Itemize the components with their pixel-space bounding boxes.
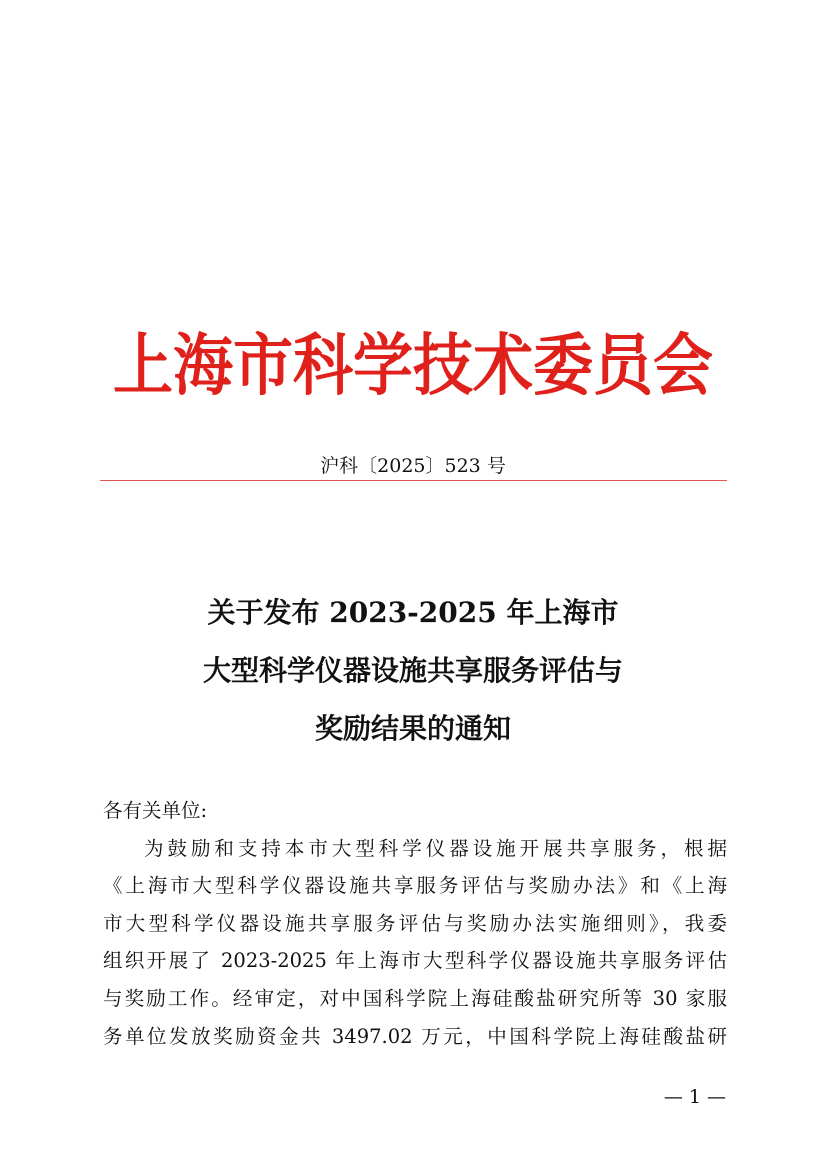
document-body — [103, 792, 727, 1055]
paragraph-line-6: 务单位发放奖励资金共 3497.02 万元，中国科学院上海硅酸盐研 — [103, 1024, 727, 1048]
paragraph-line-3: 市大型科学仪器设施共享服务评估与奖励办法实施细则》，我委 — [103, 911, 727, 935]
red-separator-line — [100, 480, 727, 481]
title-line-3: 奖励结果的通知 — [314, 712, 511, 745]
page-number: — 1 — — [663, 1086, 726, 1108]
title-line-2: 大型科学仪器设施共享服务评估与 — [202, 654, 623, 687]
document-title — [0, 584, 826, 758]
body-paragraph — [103, 830, 727, 1056]
salutation: 各有关单位: — [103, 799, 208, 822]
paragraph-line-2: 《上海市大型科学仪器设施共享服务评估与奖励办法》和《上海 — [103, 874, 727, 898]
paragraph-line-4: 组织开展了 2023-2025 年上海市大型科学仪器设施共享服务评估 — [103, 949, 727, 973]
paragraph-line-1: 为鼓励和支持本市大型科学仪器设施开展共享服务，根据 — [144, 836, 727, 860]
issuing-authority-masthead: 上海市科学技术委员会 — [113, 326, 713, 406]
title-line-1: 关于发布 2023-2025 年上海市 — [207, 596, 619, 629]
document-number: 沪科〔2025〕523 号 — [320, 455, 506, 477]
paragraph-line-5: 与奖励工作。经审定，对中国科学院上海硅酸盐研究所等 30 家服 — [103, 986, 727, 1010]
